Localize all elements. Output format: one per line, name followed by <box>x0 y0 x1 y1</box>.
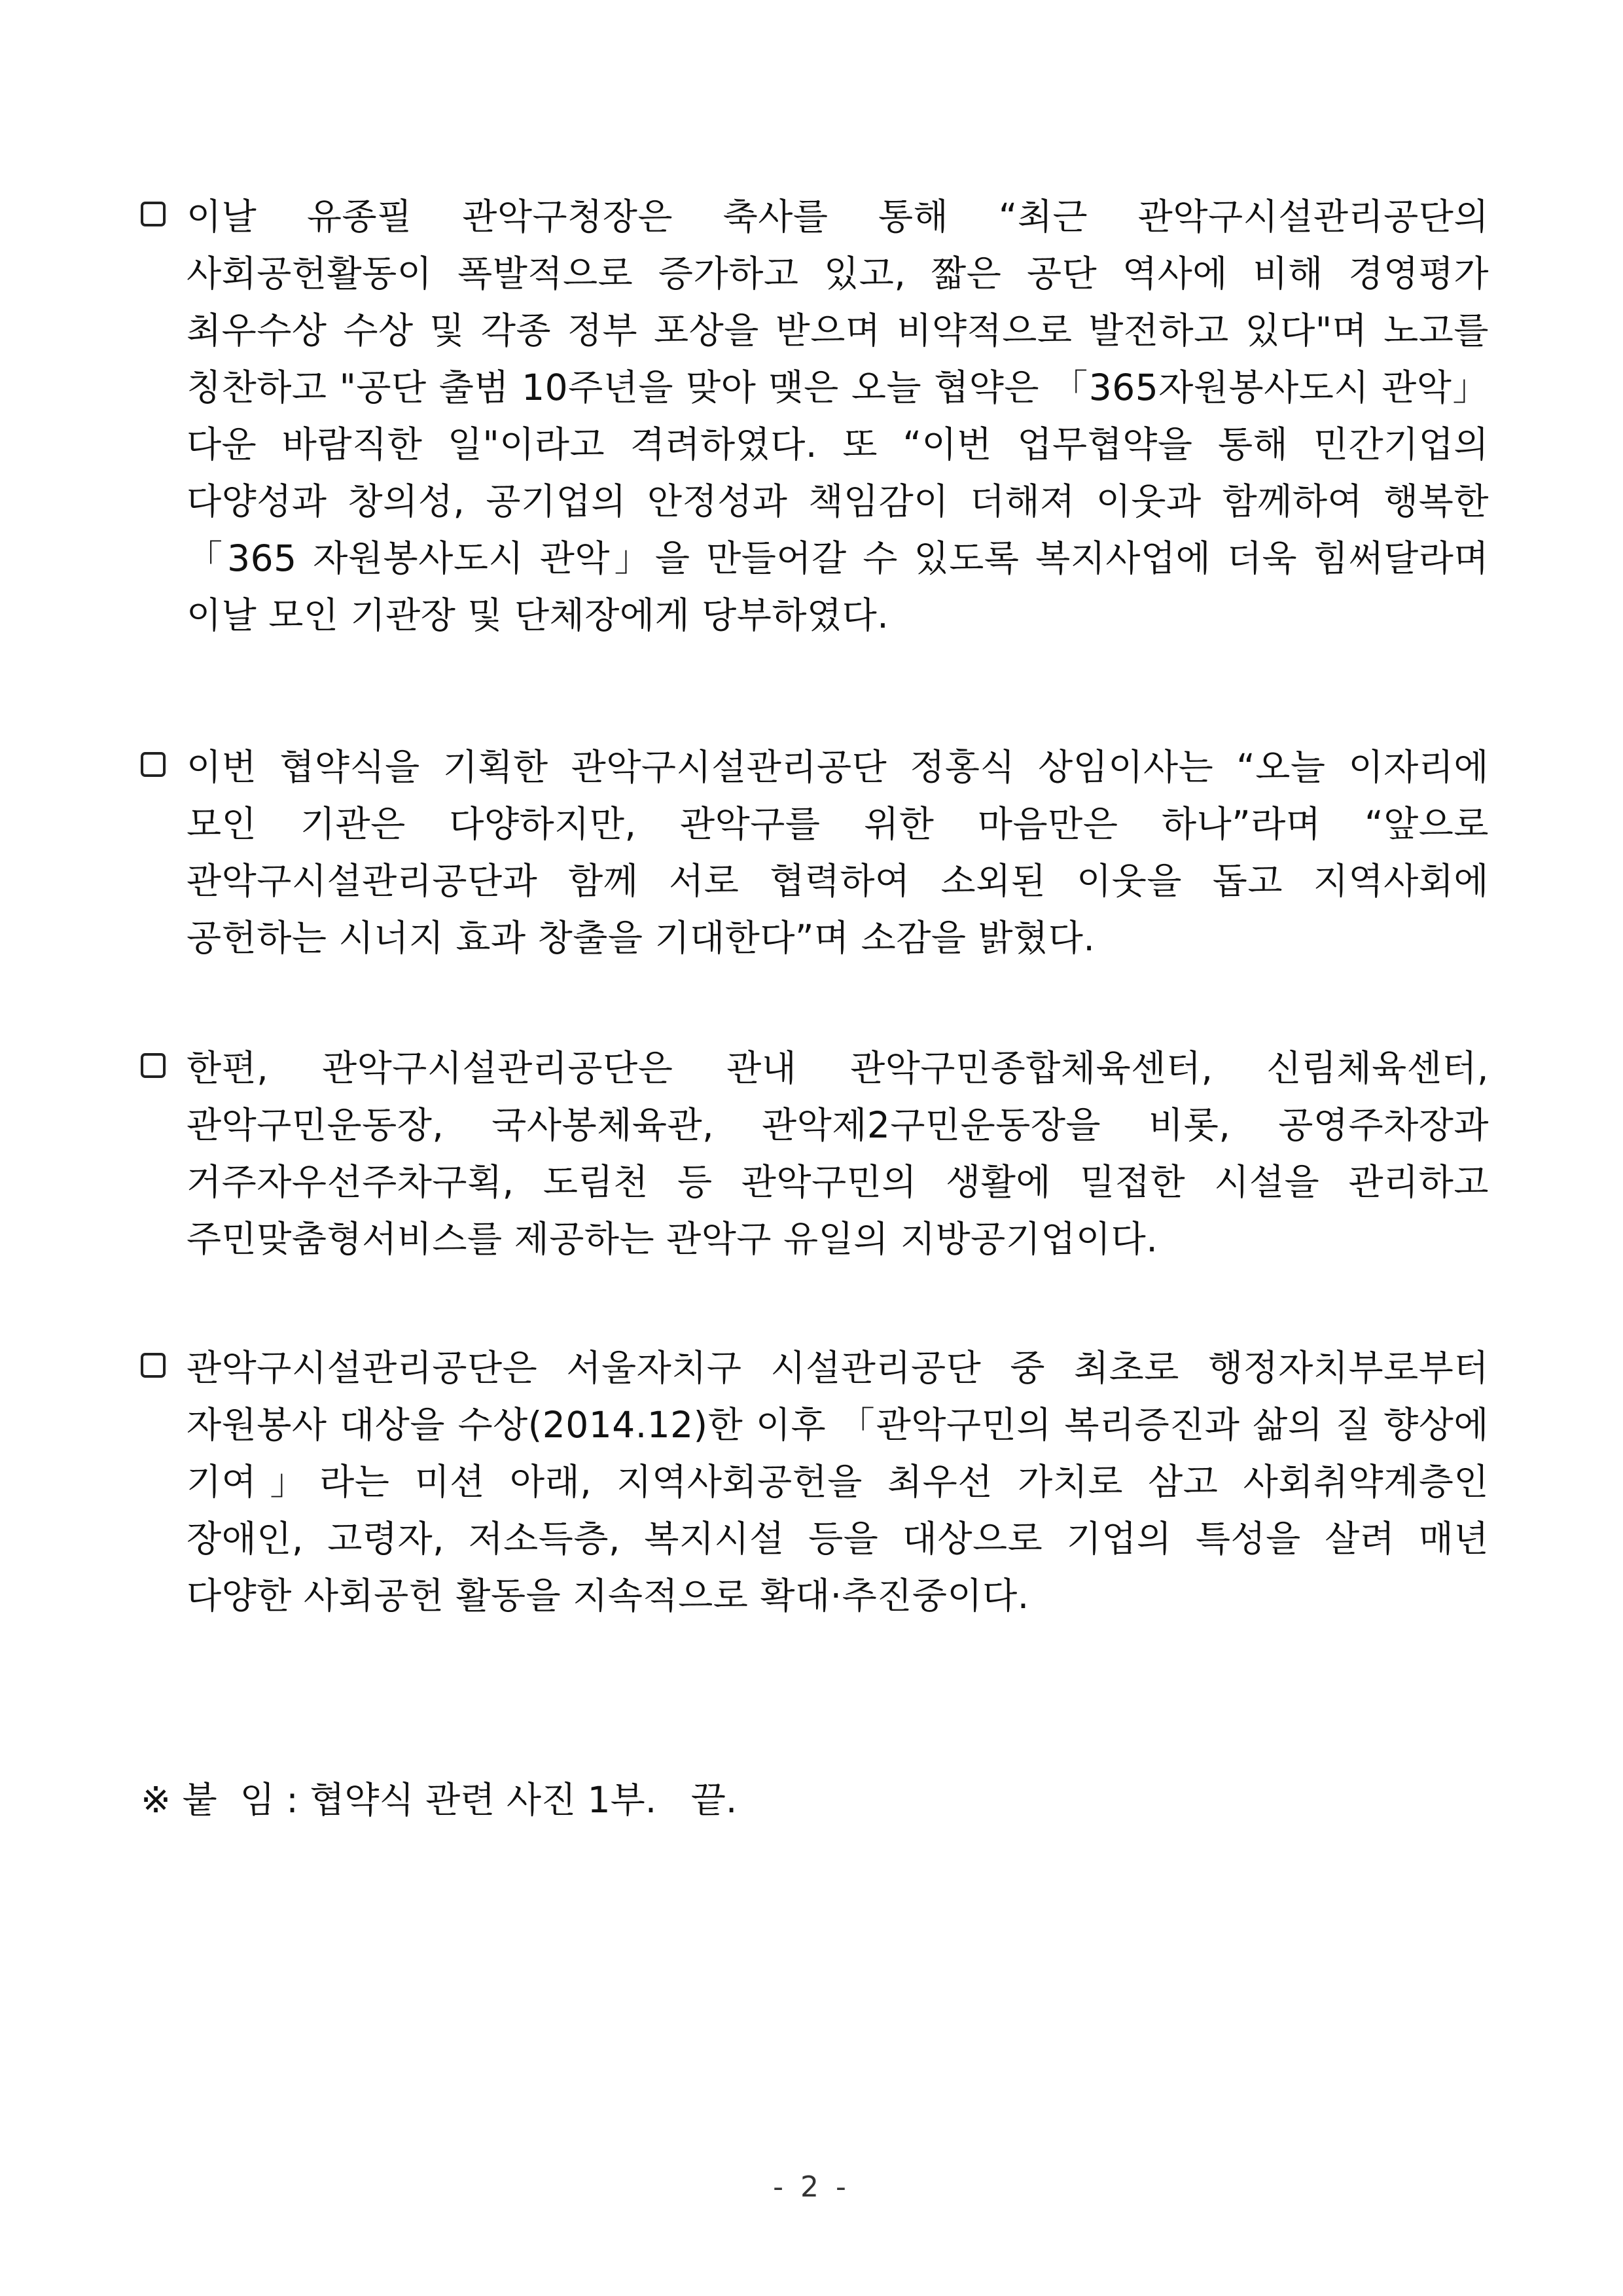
paragraph-text: 이번 협약식을 기획한 관악구시설관리공단 정홍식 상임이사는 “오늘 이자리에 모인 기관은 다양하지만, 관악구를 위한 마음만은 하나”라며 “앞으로 관악구시설관리공단과 함께 서로 협력하여 소외된 이웃을 돕고 지역사회에 공헌하는 시너지 효과 창출을 기대한다”며 소감을 밝혔다. <box>187 746 1489 959</box>
paragraph-text: 관악구시설관리공단은 서울자치구 시설관리공단 중 최초로 행정자치부로부터 자원봉사 대상을 수상(2014.12)한 이후 「관악구민의 복리증진과 삶의 질 향상에 기여」라는 미션 아래, 지역사회공헌을 최우선 가치로 삼고 사회취약계층인 장애인, 고령자, 저소득층, 복지시설 등을 대상으로 기업의 특성을 살려 매년 다양한 사회공헌 활동을 지속적으로 확대·추진중이다. <box>187 1347 1489 1617</box>
paragraph-text: 한편, 관악구시설관리공단은 관내 관악구민종합체육센터, 신림체육센터, 관악구민운동장, 국사봉체육관, 관악제2구민운동장을 비롯, 공영주차장과 거주자우선주차구획, 도림천 등 관악구민의 생활에 밀접한 시설을 관리하고 주민맞춤형서비스를 제공하는 관악구 유일의 지방공기업이다. <box>187 1047 1489 1260</box>
paragraph-text: 이날 유종필 관악구청장은 축사를 통해 “최근 관악구시설관리공단의 사회공헌활동이 폭발적으로 증가하고 있고, 짧은 공단 역사에 비해 경영평가 최우수상 수상 및 각종 정부 포상을 받으며 비약적으로 발전하고 있다"며 노고를 칭찬하고 "공단 출범 10주년을 맞아 맺은 오늘 협약은 「365자원봉사도시 관악」다운 바람직한 일"이라고 격려하였다. 또 “이번 업무협약을 통해 민간기업의 다양성과 창의성, 공기업의 안정성과 책임감이 더해져 이웃과 함께하여 행복한 「365 자원봉사도시 관악」을 만들어갈 수 있도록 복지사업에 더욱 힘써달라며 이날 모인 기관장 및 단체장에게 당부하였다. <box>187 196 1489 636</box>
paragraph-congratulatory-speech <box>141 188 1489 644</box>
square-bullet-icon <box>141 1053 166 1078</box>
paragraph-corporation-overview <box>141 1040 1489 1268</box>
square-bullet-icon <box>141 202 166 226</box>
square-bullet-icon <box>141 752 166 777</box>
page-number: - 2 - <box>773 2170 850 2204</box>
paragraph-director-remarks <box>141 739 1489 967</box>
paragraph-social-contribution <box>141 1340 1489 1624</box>
square-bullet-icon <box>141 1353 166 1378</box>
attachment-note: ※ 붙 임 : 협약식 관련 사진 1부. 끝. <box>141 1779 738 1821</box>
